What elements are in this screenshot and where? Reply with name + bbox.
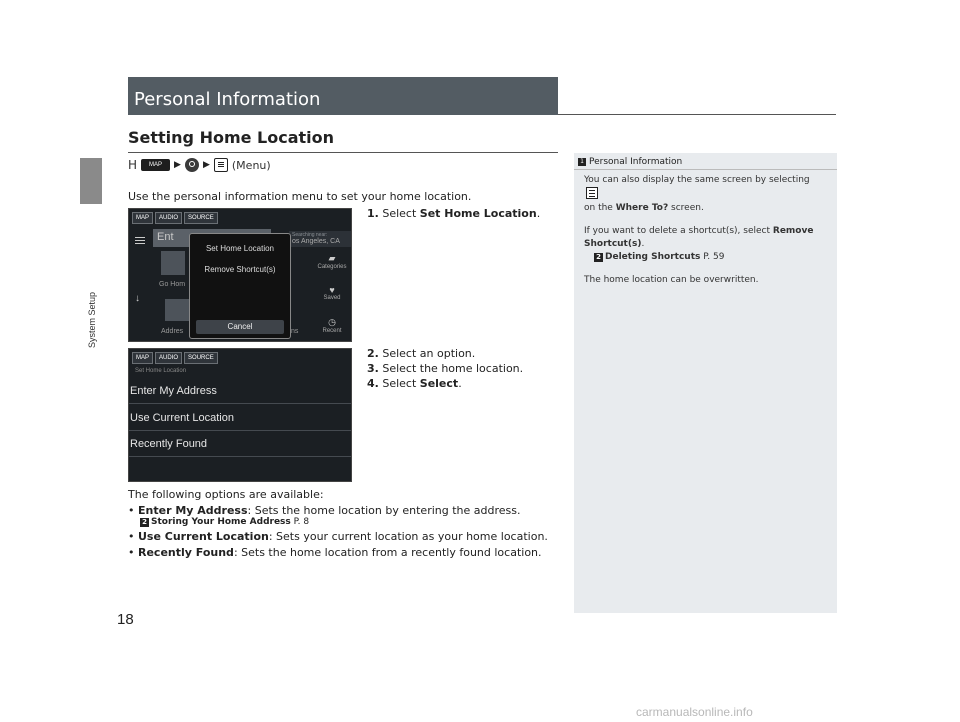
recent-button[interactable]: ◷ Recent bbox=[311, 317, 352, 334]
map-tab[interactable]: MAP bbox=[132, 352, 153, 364]
go-home-label: Go Hom bbox=[159, 281, 186, 288]
heart-icon: ♥ bbox=[329, 285, 335, 295]
options-list bbox=[128, 488, 568, 559]
screen-title: Set Home Location bbox=[135, 368, 187, 374]
menu-icon bbox=[214, 158, 228, 172]
cancel-button[interactable]: Cancel bbox=[196, 320, 284, 334]
address-tile-icon[interactable] bbox=[165, 299, 189, 321]
set-home-location-option[interactable]: Set Home Location bbox=[205, 244, 275, 253]
subsection-rule bbox=[128, 152, 558, 153]
arrow-right-icon: ▶ bbox=[202, 160, 210, 170]
option-item: • Use Current Location: Sets your current location as your home location. bbox=[128, 530, 548, 543]
sidebar-paragraph: If you want to delete a shortcut(s), select Remove Shortcut(s). 2 Deleting Shortcuts P. 59 bbox=[584, 226, 814, 262]
sidebar-rule bbox=[574, 169, 837, 170]
section-header bbox=[128, 77, 558, 115]
subsection-title: Setting Home Location bbox=[128, 128, 335, 147]
partial-label: ns bbox=[291, 328, 299, 335]
section-tab-marker bbox=[80, 158, 102, 204]
sidebar-heading: 1 Personal Information bbox=[578, 157, 682, 167]
arrow-down-icon[interactable]: ↓ bbox=[135, 293, 140, 304]
menu-label: (Menu) bbox=[231, 158, 271, 172]
source-tab[interactable]: SOURCE bbox=[184, 212, 218, 224]
reference-arrow-icon: 2 bbox=[594, 253, 603, 262]
option-item: • Recently Found: Sets the home location from a recently found location. bbox=[128, 546, 542, 559]
intro-text: Use the personal information menu to set your home location. bbox=[128, 190, 472, 203]
search-icon bbox=[185, 158, 199, 172]
reference-arrow-icon: 2 bbox=[140, 518, 149, 527]
section-rule bbox=[558, 114, 836, 115]
home-icon: H bbox=[128, 158, 138, 172]
watermark: carmanualsonline.info bbox=[636, 705, 753, 719]
map-tab[interactable]: MAP bbox=[132, 212, 153, 224]
note-number-icon: 1 bbox=[578, 158, 586, 166]
arrow-right-icon: ▶ bbox=[174, 160, 181, 170]
option-item: • Enter My Address: Sets the home location by entering the address. bbox=[128, 504, 521, 517]
sidebar-paragraph: The home location can be overwritten. bbox=[584, 275, 759, 285]
source-tab[interactable]: SOURCE bbox=[184, 352, 218, 364]
home-tile-icon[interactable] bbox=[161, 251, 185, 275]
cross-reference[interactable]: 2 Deleting Shortcuts P. 59 bbox=[594, 252, 724, 262]
map-button-icon: MAP bbox=[141, 159, 170, 171]
cross-reference[interactable]: 2 Storing Your Home Address P. 8 bbox=[140, 517, 568, 527]
saved-button[interactable]: ♥ Saved bbox=[311, 285, 352, 301]
sidebar-body bbox=[584, 174, 824, 297]
screen-top-buttons bbox=[132, 212, 218, 224]
section-title: Personal Information bbox=[134, 89, 321, 110]
step-1: 1. Select Set Home Location. bbox=[367, 207, 541, 220]
side-label: System Setup bbox=[87, 291, 97, 349]
sidebar-paragraph: You can also display the same screen by selecting on the Where To? screen. bbox=[584, 175, 810, 213]
screen-top-buttons bbox=[132, 352, 218, 364]
use-current-location-option[interactable]: Use Current Location bbox=[129, 405, 351, 431]
step-3: 3. Select the home location. bbox=[367, 362, 524, 375]
options-popup bbox=[189, 233, 291, 339]
enter-my-address-option[interactable]: Enter My Address bbox=[129, 378, 351, 404]
hamburger-icon[interactable] bbox=[135, 237, 145, 238]
remove-shortcuts-option[interactable]: Remove Shortcut(s) bbox=[204, 265, 276, 274]
categories-button[interactable]: ▰ Categories bbox=[311, 253, 352, 270]
search-input[interactable]: Ent bbox=[153, 229, 271, 247]
clock-icon: ◷ bbox=[328, 317, 336, 327]
step-2: 2. Select an option. bbox=[367, 347, 476, 360]
options-intro: The following options are available: bbox=[128, 488, 324, 501]
step-4: 4. Select Select. bbox=[367, 377, 462, 390]
recently-found-option[interactable]: Recently Found bbox=[129, 431, 351, 457]
page-number: 18 bbox=[117, 611, 134, 628]
nav-path bbox=[128, 156, 271, 174]
list-icon bbox=[586, 187, 598, 199]
audio-tab[interactable]: AUDIO bbox=[155, 212, 182, 224]
address-label: Addres bbox=[161, 328, 184, 335]
nav-screen-set-home bbox=[128, 348, 352, 482]
searching-near: Searching near: os Angeles, CA bbox=[289, 231, 351, 247]
categories-icon: ▰ bbox=[328, 253, 336, 263]
nav-screen-where-to bbox=[128, 208, 352, 342]
audio-tab[interactable]: AUDIO bbox=[155, 352, 182, 364]
